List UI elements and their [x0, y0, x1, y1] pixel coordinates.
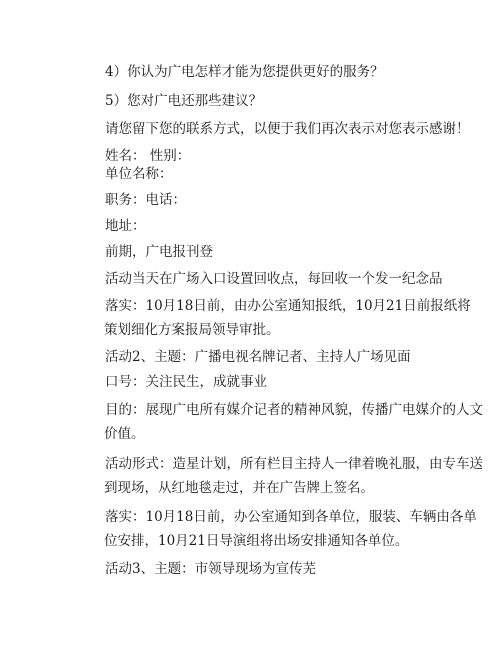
preliminary-note: 前期，广电报刊登 — [105, 244, 213, 260]
purpose-cont: 价值。 — [104, 426, 145, 442]
implementation-1-cont: 策划细化方案报局领导审批。 — [104, 322, 280, 338]
question-4: 4）你认为广电怎样才能为您提供更好的服务？ — [105, 64, 384, 80]
slogan: 口号：关注民生，成就事业 — [105, 374, 267, 390]
activity-form-cont: 到现场，从红地毯走过，并在广告牌上签名。 — [104, 480, 374, 496]
address-field: 地址： — [105, 218, 146, 234]
activity-2-title: 活动2、主题：广播电视名牌记者、主持人广场见面 — [105, 349, 411, 365]
activity-form: 活动形式：造星计划，所有栏目主持人一律着晚礼服，由专车送 — [105, 456, 483, 472]
position-phone-field: 职务：电话： — [105, 192, 186, 208]
implementation-2-cont: 位安排，10月21日导演组将出场安排通知各单位。 — [104, 533, 409, 549]
company-field: 单位名称： — [105, 166, 173, 182]
name-gender-field: 姓名： 性别： — [105, 148, 191, 164]
question-5: 5）您对广电还那些建议？ — [105, 93, 263, 109]
implementation-1: 落实：10月18日前，由办公室通知报纸，10月21日前报纸将 — [105, 298, 471, 314]
purpose: 目的：展现广电所有媒介记者的精神风貌，传播广电媒介的人文 — [105, 402, 483, 418]
activity-day-note: 活动当天在广场入口设置回收点，每回收一个发一纪念品 — [105, 271, 443, 287]
contact-request: 请您留下您的联系方式，以便于我们再次表示对您表示感谢！ — [105, 121, 470, 137]
implementation-2: 落实：10月18日前，办公室通知到各单位，服装、车辆由各单 — [105, 509, 477, 525]
activity-3-title: 活动3、主题：市领导现场为宣传芜 — [105, 561, 317, 577]
